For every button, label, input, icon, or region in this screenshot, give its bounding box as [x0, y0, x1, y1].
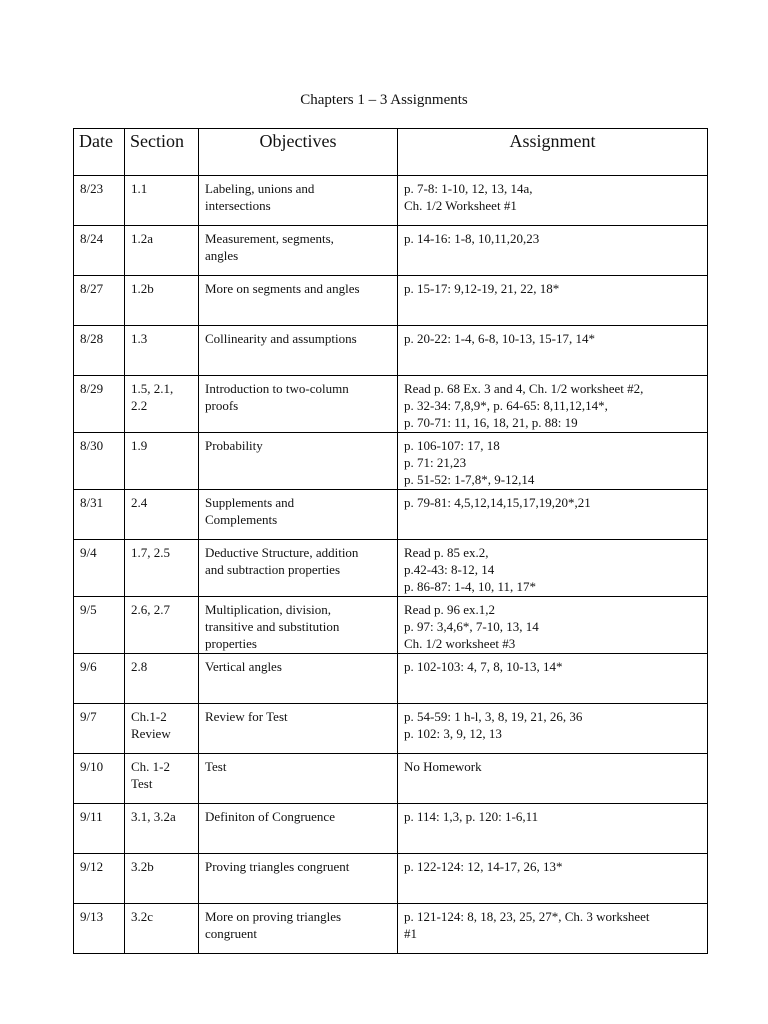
objectives-line: More on proving triangles: [205, 909, 342, 924]
assignment-line: p. 97: 3,4,6*, 7-10, 13, 14: [404, 619, 539, 634]
cell-section: [125, 326, 199, 376]
objectives-line: and subtraction properties: [205, 562, 341, 577]
section-line: Test: [131, 776, 153, 791]
assignment-line: Read p. 96 ex.1,2: [404, 602, 495, 617]
cell-date: 8/31: [74, 490, 125, 540]
cell-date: 8/28: [74, 326, 125, 376]
assignment-line: p. 7-8: 1-10, 12, 13, 14a,: [404, 181, 533, 196]
assignment-line: p. 121-124: 8, 18, 23, 25, 27*, Ch. 3 worksheet: [404, 909, 650, 924]
objectives-line: congruent: [205, 926, 257, 941]
objectives-line: Collinearity and assumptions: [205, 331, 357, 346]
assignment-line: p. 106-107: 17, 18: [404, 438, 500, 453]
assignment-line: p. 32-34: 7,8,9*, p. 64-65: 8,11,12,14*,: [404, 398, 608, 413]
assignment-line: p. 102-103: 4, 7, 8, 10-13, 14*: [404, 659, 563, 674]
table-row: [74, 904, 708, 954]
table-row: [74, 433, 708, 490]
cell-date: 8/24: [74, 226, 125, 276]
assignment-line: p.42-43: 8-12, 14: [404, 562, 495, 577]
cell-section: [125, 540, 199, 597]
cell-section: [125, 597, 199, 654]
cell-assignment: [398, 433, 708, 490]
section-line: 1.3: [131, 331, 148, 346]
assignment-line: No Homework: [404, 759, 482, 774]
column-header-assignment: Assignment: [398, 129, 708, 176]
table-row: [74, 276, 708, 326]
assignment-line: p. 54-59: 1 h-l, 3, 8, 19, 21, 26, 36: [404, 709, 583, 724]
table-row: [74, 804, 708, 854]
objectives-line: Test: [205, 759, 227, 774]
cell-date: 9/12: [74, 854, 125, 904]
objectives-line: Introduction to two-column: [205, 381, 349, 396]
objectives-line: intersections: [205, 198, 271, 213]
table-row: [74, 176, 708, 226]
cell-assignment: [398, 854, 708, 904]
cell-section: [125, 804, 199, 854]
objectives-line: Review for Test: [205, 709, 288, 724]
cell-objectives: [199, 176, 398, 226]
objectives-line: Labeling, unions and: [205, 181, 315, 196]
cell-assignment: [398, 704, 708, 754]
cell-date: 8/27: [74, 276, 125, 326]
table-row: [74, 597, 708, 654]
table-row: [74, 654, 708, 704]
table-row: [74, 540, 708, 597]
cell-objectives: [199, 754, 398, 804]
cell-assignment: [398, 654, 708, 704]
section-line: 1.7, 2.5: [131, 545, 170, 560]
cell-objectives: [199, 904, 398, 954]
cell-section: [125, 854, 199, 904]
cell-section: [125, 376, 199, 433]
cell-date: 9/13: [74, 904, 125, 954]
column-header-date: Date: [74, 129, 125, 176]
cell-section: [125, 754, 199, 804]
table-body: [74, 176, 708, 954]
cell-objectives: [199, 490, 398, 540]
section-line: Ch.1-2: [131, 709, 167, 724]
cell-assignment: [398, 326, 708, 376]
cell-date: 9/11: [74, 804, 125, 854]
cell-objectives: [199, 597, 398, 654]
section-line: 2.2: [131, 398, 148, 413]
cell-section: [125, 490, 199, 540]
objectives-line: Multiplication, division,: [205, 602, 332, 617]
objectives-line: More on segments and angles: [205, 281, 360, 296]
objectives-line: Proving triangles congruent: [205, 859, 350, 874]
cell-date: 8/29: [74, 376, 125, 433]
section-line: 1.9: [131, 438, 148, 453]
table-row: [74, 376, 708, 433]
section-line: 2.4: [131, 495, 148, 510]
assignment-line: #1: [404, 926, 417, 941]
assignment-line: Ch. 1/2 worksheet #3: [404, 636, 516, 651]
cell-section: [125, 226, 199, 276]
cell-section: [125, 176, 199, 226]
cell-assignment: [398, 904, 708, 954]
assignment-line: p. 102: 3, 9, 12, 13: [404, 726, 502, 741]
cell-assignment: [398, 226, 708, 276]
objectives-line: properties: [205, 636, 257, 651]
objectives-line: Measurement, segments,: [205, 231, 334, 246]
cell-objectives: [199, 433, 398, 490]
section-line: 2.6, 2.7: [131, 602, 170, 617]
objectives-line: Vertical angles: [205, 659, 282, 674]
cell-assignment: [398, 754, 708, 804]
assignment-line: p. 20-22: 1-4, 6-8, 10-13, 15-17, 14*: [404, 331, 596, 346]
assignment-line: p. 14-16: 1-8, 10,11,20,23: [404, 231, 540, 246]
table-row: [74, 854, 708, 904]
table-row: [74, 326, 708, 376]
assignments-table: [73, 128, 708, 954]
objectives-line: proofs: [205, 398, 239, 413]
cell-objectives: [199, 704, 398, 754]
section-line: 3.1, 3.2a: [131, 809, 176, 824]
cell-assignment: [398, 540, 708, 597]
objectives-line: angles: [205, 248, 239, 263]
assignment-line: p. 71: 21,23: [404, 455, 467, 470]
cell-assignment: [398, 276, 708, 326]
objectives-line: Probability: [205, 438, 263, 453]
cell-section: [125, 433, 199, 490]
cell-section: [125, 654, 199, 704]
column-header-section: Section: [125, 129, 199, 176]
assignment-line: Read p. 85 ex.2,: [404, 545, 489, 560]
section-line: Ch. 1-2: [131, 759, 170, 774]
cell-date: 8/23: [74, 176, 125, 226]
cell-date: 9/7: [74, 704, 125, 754]
cell-objectives: [199, 276, 398, 326]
section-line: 1.1: [131, 181, 148, 196]
cell-objectives: [199, 376, 398, 433]
cell-assignment: [398, 490, 708, 540]
section-line: Review: [131, 726, 171, 741]
assignment-line: p. 51-52: 1-7,8*, 9-12,14: [404, 472, 535, 487]
cell-objectives: [199, 654, 398, 704]
cell-objectives: [199, 540, 398, 597]
objectives-line: Supplements and: [205, 495, 295, 510]
table-row: [74, 704, 708, 754]
assignment-line: p. 15-17: 9,12-19, 21, 22, 18*: [404, 281, 560, 296]
section-line: 3.2c: [131, 909, 154, 924]
section-line: 2.8: [131, 659, 148, 674]
objectives-line: transitive and substitution: [205, 619, 340, 634]
cell-section: [125, 704, 199, 754]
section-line: 3.2b: [131, 859, 154, 874]
table-row: [74, 754, 708, 804]
cell-date: 9/6: [74, 654, 125, 704]
cell-assignment: [398, 376, 708, 433]
assignment-line: Read p. 68 Ex. 3 and 4, Ch. 1/2 worksheet #2,: [404, 381, 644, 396]
cell-assignment: [398, 176, 708, 226]
cell-date: 9/4: [74, 540, 125, 597]
objectives-line: Deductive Structure, addition: [205, 545, 359, 560]
cell-assignment: [398, 597, 708, 654]
assignment-line: p. 114: 1,3, p. 120: 1-6,11: [404, 809, 539, 824]
cell-section: [125, 276, 199, 326]
assignment-line: Ch. 1/2 Worksheet #1: [404, 198, 517, 213]
assignment-line: p. 122-124: 12, 14-17, 26, 13*: [404, 859, 563, 874]
cell-date: 9/5: [74, 597, 125, 654]
cell-assignment: [398, 804, 708, 854]
section-line: 1.2a: [131, 231, 154, 246]
column-header-objectives: Objectives: [199, 129, 398, 176]
section-line: 1.5, 2.1,: [131, 381, 174, 396]
cell-date: 9/10: [74, 754, 125, 804]
cell-date: 8/30: [74, 433, 125, 490]
table-row: [74, 226, 708, 276]
section-line: 1.2b: [131, 281, 154, 296]
cell-section: [125, 904, 199, 954]
table-row: [74, 490, 708, 540]
cell-objectives: [199, 804, 398, 854]
objectives-line: Complements: [205, 512, 278, 527]
cell-objectives: [199, 226, 398, 276]
cell-objectives: [199, 326, 398, 376]
assignment-line: p. 79-81: 4,5,12,14,15,17,19,20*,21: [404, 495, 591, 510]
assignment-line: p. 70-71: 11, 16, 18, 21, p. 88: 19: [404, 415, 578, 430]
page-title: Chapters 1 – 3 Assignments: [300, 92, 468, 108]
table-header-row: [74, 129, 708, 176]
assignment-line: p. 86-87: 1-4, 10, 11, 17*: [404, 579, 537, 594]
cell-objectives: [199, 854, 398, 904]
objectives-line: Definiton of Congruence: [205, 809, 335, 824]
